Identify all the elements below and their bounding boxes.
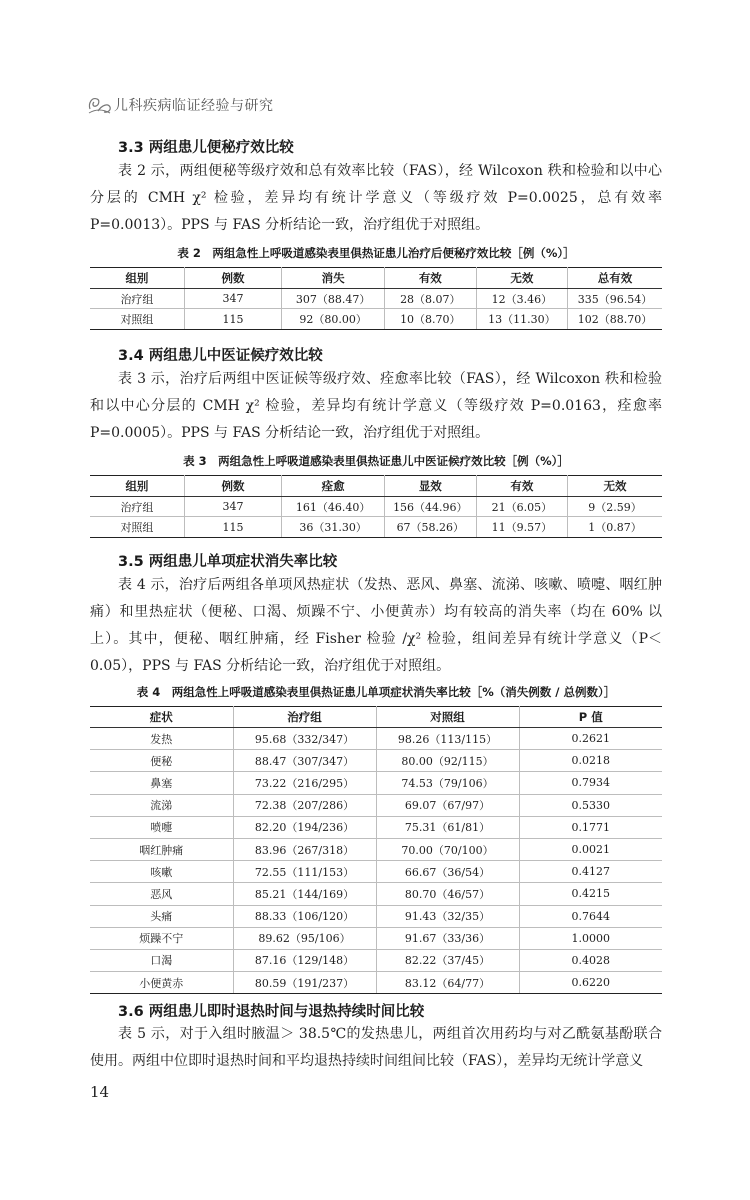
table-cell: 95.68（332/347） — [233, 728, 376, 750]
table-cell: 307（88.47） — [282, 289, 385, 309]
table-cell: 对照组 — [90, 517, 184, 537]
table-cell: 161（46.40） — [282, 497, 385, 517]
table-3 — [90, 475, 662, 538]
table-cell: 80.59（191/237） — [233, 972, 376, 994]
book-logo-icon — [86, 93, 112, 117]
table-row — [90, 816, 662, 838]
table-cell: 80.70（46/57） — [376, 883, 519, 905]
table-cell: 咳嗽 — [90, 861, 233, 883]
paragraph-text: 表 4 示，治疗后两组各单项风热症状（发热、恶风、鼻塞、流涕、咳嗽、喷嚏、咽红肿痛）和里热症状（便秘、口渴、烦躁不宁、小便黄赤）均有较高的消失率（均在 60% 以上）。其中，便秘、咽红肿痛，经 Fisher 检验 /χ² 检验，组间差异有统计学意义（P＜0.05），PPS 与 FAS 分析结论一致，治疗组优于对照组。 — [90, 577, 662, 674]
paragraph-text: 表 3 示，治疗后两组中医证候等级疗效、痊愈率比较（FAS），经 Wilcoxon 秩和检验和以中心分层的 CMH χ² 检验，差异均有统计学意义（等级疗效 P=0.0163，痊愈率 P=0.0005）。PPS 与 FAS 分析结论一致，治疗组优于对照组。 — [90, 371, 662, 441]
table-cell: 1（0.87） — [568, 517, 662, 537]
table-cell: 115 — [184, 517, 281, 537]
table-cell: 0.7934 — [519, 772, 662, 794]
table-cell: 88.33（106/120） — [233, 905, 376, 927]
table-row — [90, 794, 662, 816]
header-title: 儿科疾病临证经验与研究 — [114, 98, 274, 114]
table-cell: 喷嚏 — [90, 816, 233, 838]
column-header: 显效 — [385, 476, 477, 497]
table-cell: 0.6220 — [519, 972, 662, 994]
table-cell: 10（8.70） — [385, 309, 477, 329]
table-cell: 21（6.05） — [476, 497, 568, 517]
table-cell: 87.16（129/148） — [233, 949, 376, 971]
table-cell: 82.22（37/45） — [376, 949, 519, 971]
table-cell: 75.31（61/81） — [376, 816, 519, 838]
table-cell: 156（44.96） — [385, 497, 477, 517]
table-cell: 9（2.59） — [568, 497, 662, 517]
running-header — [86, 90, 274, 120]
page-number: 14 — [90, 1083, 110, 1101]
table-header-row — [90, 476, 662, 497]
table-cell: 347 — [184, 289, 281, 309]
table-cell: 头痛 — [90, 905, 233, 927]
table-cell: 鼻塞 — [90, 772, 233, 794]
section-3-3-paragraph — [90, 158, 662, 239]
table-cell: 0.5330 — [519, 794, 662, 816]
table-2 — [90, 267, 662, 330]
table-row — [90, 289, 662, 309]
table-4 — [90, 706, 662, 994]
table-row — [90, 949, 662, 971]
section-3-6-paragraph — [90, 1021, 662, 1075]
column-header: P 值 — [519, 707, 662, 728]
paragraph-text: 表 5 示，对于入组时腋温＞ 38.5℃的发热患儿，两组首次用药均与对乙酰氨基酚联合使用。两组中位即时退热时间和平均退热持续时间组间比较（FAS），差异均无统计学意义 — [90, 1026, 662, 1069]
table-cell: 12（3.46） — [476, 289, 568, 309]
table-cell: 85.21（144/169） — [233, 883, 376, 905]
table-row — [90, 883, 662, 905]
table-cell: 便秘 — [90, 750, 233, 772]
column-header: 对照组 — [376, 707, 519, 728]
table-cell: 69.07（67/97） — [376, 794, 519, 816]
table-cell: 73.22（216/295） — [233, 772, 376, 794]
table-cell: 91.43（32/35） — [376, 905, 519, 927]
table-cell: 烦躁不宁 — [90, 927, 233, 949]
table-header-row — [90, 268, 662, 289]
column-header: 组别 — [90, 268, 184, 289]
paragraph-text: 表 2 示，两组便秘等级疗效和总有效率比较（FAS），经 Wilcoxon 秩和检验和以中心分层的 CMH χ² 检验，差异均有统计学意义（等级疗效 P=0.0025，总有效率 P=0.0013）。PPS 与 FAS 分析结论一致，治疗组优于对照组。 — [90, 163, 662, 233]
table-cell: 13（11.30） — [476, 309, 568, 329]
table-row — [90, 772, 662, 794]
table-cell: 92（80.00） — [282, 309, 385, 329]
table-row — [90, 728, 662, 750]
table-cell: 80.00（92/115） — [376, 750, 519, 772]
table-row — [90, 861, 662, 883]
table-cell: 0.4127 — [519, 861, 662, 883]
table-cell: 66.67（36/54） — [376, 861, 519, 883]
table-cell: 口渴 — [90, 949, 233, 971]
table-row — [90, 517, 662, 537]
table-cell: 0.7644 — [519, 905, 662, 927]
section-heading-3-5: 3.5 两组患儿单项症状消失率比较 — [118, 554, 338, 570]
table-cell: 72.38（207/286） — [233, 794, 376, 816]
section-heading-3-4: 3.4 两组患儿中医证候疗效比较 — [118, 348, 323, 364]
column-header: 有效 — [476, 476, 568, 497]
table-row — [90, 750, 662, 772]
table-row — [90, 497, 662, 517]
table-cell: 小便黄赤 — [90, 972, 233, 994]
table-cell: 70.00（70/100） — [376, 838, 519, 860]
table-cell: 83.96（267/318） — [233, 838, 376, 860]
column-header: 无效 — [476, 268, 568, 289]
table-cell: 0.0218 — [519, 750, 662, 772]
table-cell: 11（9.57） — [476, 517, 568, 537]
table-cell: 发热 — [90, 728, 233, 750]
table-cell: 115 — [184, 309, 281, 329]
column-header: 例数 — [184, 268, 281, 289]
table-2-caption: 表 2 两组急性上呼吸道感染表里俱热证患儿治疗后便秘疗效比较［例（%）］ — [177, 246, 575, 260]
table-cell: 347 — [184, 497, 281, 517]
column-header: 有效 — [385, 268, 477, 289]
column-header: 无效 — [568, 476, 662, 497]
table-row — [90, 838, 662, 860]
table-cell: 对照组 — [90, 309, 184, 329]
table-header-row — [90, 707, 662, 728]
table-cell: 0.4215 — [519, 883, 662, 905]
section-3-5-paragraph — [90, 572, 662, 680]
column-header: 症状 — [90, 707, 233, 728]
table-cell: 74.53（79/106） — [376, 772, 519, 794]
table-row — [90, 309, 662, 329]
table-row — [90, 927, 662, 949]
table-row — [90, 972, 662, 994]
section-3-4-paragraph — [90, 366, 662, 447]
column-header: 总有效 — [568, 268, 662, 289]
table-cell: 1.0000 — [519, 927, 662, 949]
table-cell: 治疗组 — [90, 497, 184, 517]
column-header: 组别 — [90, 476, 184, 497]
table-row — [90, 905, 662, 927]
section-heading-3-6: 3.6 两组患儿即时退热时间与退热持续时间比较 — [118, 1004, 425, 1020]
table-cell: 恶风 — [90, 883, 233, 905]
table-cell: 335（96.54） — [568, 289, 662, 309]
table-cell: 0.4028 — [519, 949, 662, 971]
table-cell: 0.2621 — [519, 728, 662, 750]
table-3-caption: 表 3 两组急性上呼吸道感染表里俱热证患儿中医证候疗效比较［例（%）］ — [183, 454, 569, 468]
table-cell: 83.12（64/77） — [376, 972, 519, 994]
table-cell: 0.0021 — [519, 838, 662, 860]
column-header: 消失 — [282, 268, 385, 289]
table-cell: 102（88.70） — [568, 309, 662, 329]
section-heading-3-3: 3.3 两组患儿便秘疗效比较 — [118, 140, 294, 156]
table-cell: 67（58.26） — [385, 517, 477, 537]
table-cell: 36（31.30） — [282, 517, 385, 537]
table-4-caption: 表 4 两组急性上呼吸道感染表里俱热证患儿单项症状消失率比较［%（消失例数 / 总例数）］ — [136, 685, 616, 699]
table-cell: 流涕 — [90, 794, 233, 816]
table-cell: 98.26（113/115） — [376, 728, 519, 750]
column-header: 痊愈 — [282, 476, 385, 497]
table-cell: 咽红肿痛 — [90, 838, 233, 860]
table-cell: 82.20（194/236） — [233, 816, 376, 838]
table-cell: 89.62（95/106） — [233, 927, 376, 949]
table-cell: 72.55（111/153） — [233, 861, 376, 883]
table-cell: 0.1771 — [519, 816, 662, 838]
table-cell: 88.47（307/347） — [233, 750, 376, 772]
column-header: 治疗组 — [233, 707, 376, 728]
column-header: 例数 — [184, 476, 281, 497]
table-cell: 91.67（33/36） — [376, 927, 519, 949]
table-cell: 28（8.07） — [385, 289, 477, 309]
table-cell: 治疗组 — [90, 289, 184, 309]
